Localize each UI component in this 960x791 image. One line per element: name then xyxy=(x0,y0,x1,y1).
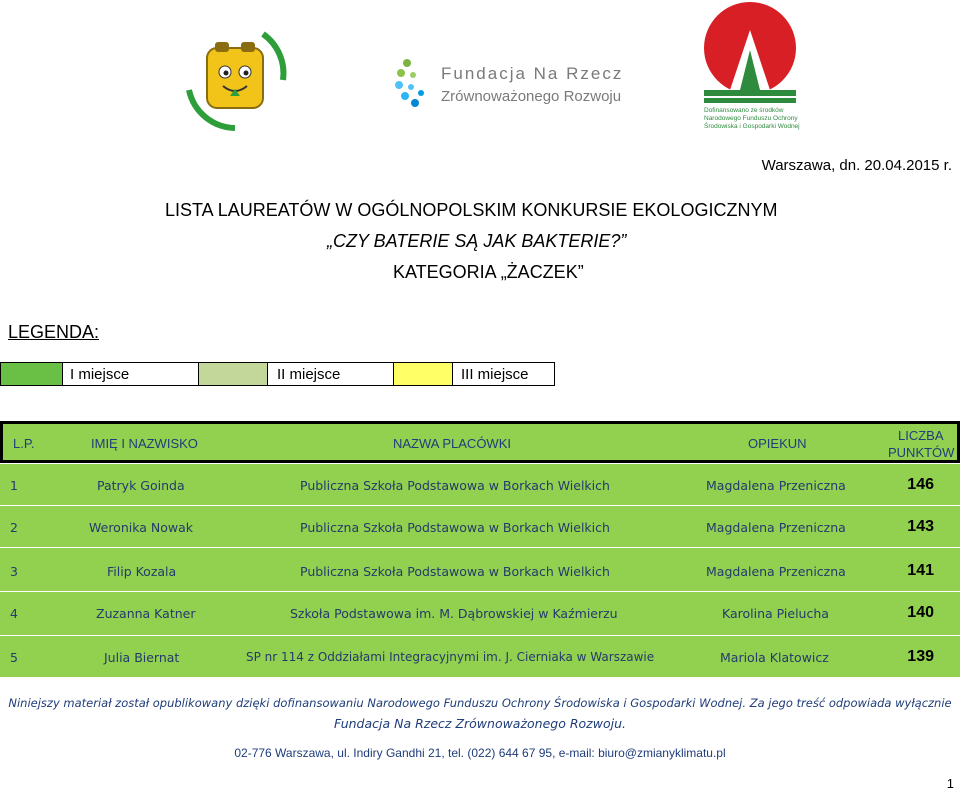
svg-text:Dofinansowano ze środków: Dofinansowano ze środków xyxy=(704,107,784,114)
header-points-1: LICZBA xyxy=(898,428,944,443)
row-name: Weronika Nowak xyxy=(89,520,193,535)
header-tutor: OPIEKUN xyxy=(748,436,807,451)
row-name: Filip Kozala xyxy=(107,564,177,579)
row-lp: 2 xyxy=(10,520,18,535)
legend-label-third: III miejsce xyxy=(461,366,529,383)
funding-note-line-2: Fundacja Na Rzecz Zrównoważonego Rozwoju. xyxy=(334,716,626,731)
row-lp: 4 xyxy=(10,606,18,621)
laureates-table xyxy=(0,421,960,677)
legend-title: LEGENDA: xyxy=(8,322,100,342)
row-tutor: Magdalena Przeniczna xyxy=(706,564,846,579)
table-row xyxy=(0,463,960,506)
czy-baterie-logo xyxy=(175,20,295,140)
header-school: NAZWA PLACÓWKI xyxy=(393,436,511,451)
title-line-2: „CZY BATERIE SĄ JAK BAKTERIE?” xyxy=(327,231,627,251)
contact-address: 02-776 Warszawa, ul. Indiry Gandhi 21, tel. (022) 644 67 95, e-mail: biuro@zmianyklimatu.pl xyxy=(234,746,726,760)
document-date: Warszawa, dn. 20.04.2015 r. xyxy=(761,157,952,174)
legend-label-second: II miejsce xyxy=(277,366,341,383)
legend-label-first: I miejsce xyxy=(70,366,130,383)
title-line-1: LISTA LAUREATÓW W OGÓLNOPOLSKIM KONKURSIE EKOLOGICZNYM xyxy=(165,200,778,220)
row-points: 146 xyxy=(907,476,934,493)
row-name: Patryk Goinda xyxy=(97,478,185,493)
row-points: 140 xyxy=(907,604,934,621)
row-tutor: Mariola Klatowicz xyxy=(720,650,829,665)
nfosigw-logo xyxy=(700,0,805,140)
title-line-3: KATEGORIA „ŻACZEK” xyxy=(393,262,584,282)
table-row xyxy=(0,547,960,592)
legend-swatch-third xyxy=(393,362,453,386)
row-school: Publiczna Szkoła Podstawowa w Borkach Wielkich xyxy=(300,564,610,579)
row-points: 141 xyxy=(907,562,934,579)
svg-text:Środowiska i Gospodarki Wodnej: Środowiska i Gospodarki Wodnej xyxy=(704,123,800,130)
row-school: Publiczna Szkoła Podstawowa w Borkach Wielkich xyxy=(300,520,610,535)
header-lp: L.P. xyxy=(13,436,35,451)
table-row xyxy=(0,505,960,548)
row-name: Julia Biernat xyxy=(104,650,180,665)
row-points: 139 xyxy=(907,648,934,665)
row-lp: 1 xyxy=(10,478,18,493)
fundacja-logo xyxy=(385,45,625,115)
fundacja-name-line1: Fundacja Na Rzecz xyxy=(441,64,624,83)
legend-swatch-second xyxy=(198,362,268,386)
legend-swatch-first xyxy=(0,362,63,386)
funding-note-line-1: Niniejszy materiał został opublikowany dzięki dofinansowaniu Narodowego Funduszu Ochrony Środowiska i Gospodarki Wodnej. Za jego treść odpowiada wyłącznie xyxy=(8,696,952,710)
header-points-2: PUNKTÓW xyxy=(888,445,955,460)
row-points: 143 xyxy=(907,518,934,535)
row-tutor: Karolina Pielucha xyxy=(722,606,829,621)
row-lp: 5 xyxy=(10,650,18,665)
row-school: SP nr 114 z Oddziałami Integracyjnymi im. J. Cierniaka w Warszawie xyxy=(246,650,655,664)
fundacja-name-line2: Zrównoważonego Rozwoju xyxy=(441,88,622,105)
row-tutor: Magdalena Przeniczna xyxy=(706,520,846,535)
table-row xyxy=(0,591,960,636)
table-row xyxy=(0,635,960,678)
row-school: Szkoła Podstawowa im. M. Dąbrowskiej w Kaźmierzu xyxy=(290,606,618,621)
row-name: Zuzanna Katner xyxy=(96,606,196,621)
row-tutor: Magdalena Przeniczna xyxy=(706,478,846,493)
row-school: Publiczna Szkoła Podstawowa w Borkach Wielkich xyxy=(300,478,610,493)
page-number: 1 xyxy=(946,776,954,791)
row-lp: 3 xyxy=(10,564,18,579)
table-header xyxy=(0,421,960,463)
header-name: IMIĘ I NAZWISKO xyxy=(91,436,198,451)
svg-text:Narodowego Funduszu Ochrony: Narodowego Funduszu Ochrony xyxy=(704,115,798,122)
